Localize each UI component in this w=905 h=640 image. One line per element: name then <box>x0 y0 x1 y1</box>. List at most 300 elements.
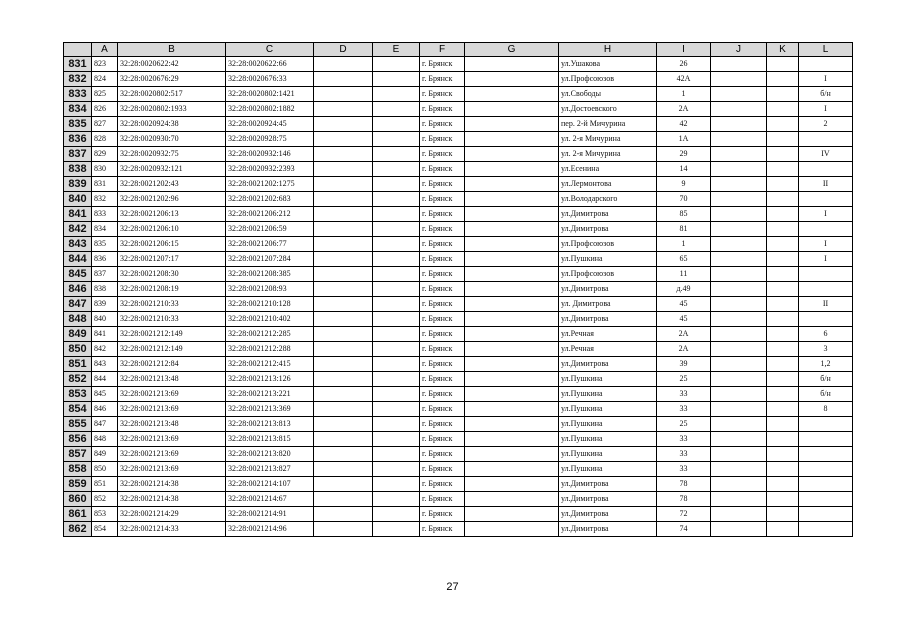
cell-a[interactable]: 842 <box>92 342 118 357</box>
cell-i[interactable]: 78 <box>657 477 711 492</box>
row-number-header[interactable]: 853 <box>64 387 92 402</box>
cell-d[interactable] <box>314 342 373 357</box>
cell-j[interactable] <box>711 177 767 192</box>
cell-a[interactable]: 826 <box>92 102 118 117</box>
cell-f[interactable]: г. Брянск <box>420 312 465 327</box>
cell-g[interactable] <box>465 522 559 537</box>
cell-h[interactable]: ул.Пушкина <box>559 252 657 267</box>
cell-c[interactable]: 32:28:0021208:93 <box>226 282 314 297</box>
cell-e[interactable] <box>373 477 420 492</box>
cell-a[interactable]: 843 <box>92 357 118 372</box>
cell-i[interactable]: 33 <box>657 387 711 402</box>
cell-a[interactable]: 845 <box>92 387 118 402</box>
cell-i[interactable]: 1 <box>657 87 711 102</box>
cell-b[interactable]: 32:28:0020802:1933 <box>118 102 226 117</box>
cell-b[interactable]: 32:28:0021214:33 <box>118 522 226 537</box>
cell-f[interactable]: г. Брянск <box>420 267 465 282</box>
cell-k[interactable] <box>767 372 799 387</box>
cell-d[interactable] <box>314 102 373 117</box>
cell-d[interactable] <box>314 267 373 282</box>
cell-g[interactable] <box>465 237 559 252</box>
cell-h[interactable]: ул.Димитрова <box>559 357 657 372</box>
cell-k[interactable] <box>767 57 799 72</box>
cell-g[interactable] <box>465 267 559 282</box>
cell-h[interactable]: ул.Димитрова <box>559 492 657 507</box>
cell-a[interactable]: 823 <box>92 57 118 72</box>
cell-d[interactable] <box>314 297 373 312</box>
cell-a[interactable]: 854 <box>92 522 118 537</box>
cell-d[interactable] <box>314 162 373 177</box>
cell-c[interactable]: 32:28:0021214:67 <box>226 492 314 507</box>
cell-d[interactable] <box>314 462 373 477</box>
row-number-header[interactable]: 836 <box>64 132 92 147</box>
cell-j[interactable] <box>711 402 767 417</box>
cell-h[interactable]: ул.Володарского <box>559 192 657 207</box>
cell-i[interactable]: 2А <box>657 102 711 117</box>
cell-g[interactable] <box>465 72 559 87</box>
cell-j[interactable] <box>711 132 767 147</box>
cell-k[interactable] <box>767 207 799 222</box>
cell-i[interactable]: 45 <box>657 297 711 312</box>
row-number-header[interactable]: 851 <box>64 357 92 372</box>
cell-i[interactable]: 74 <box>657 522 711 537</box>
cell-c[interactable]: 32:28:0021212:288 <box>226 342 314 357</box>
cell-g[interactable] <box>465 387 559 402</box>
cell-k[interactable] <box>767 387 799 402</box>
cell-l[interactable]: 6 <box>799 327 853 342</box>
cell-h[interactable]: ул.Достоевского <box>559 102 657 117</box>
cell-f[interactable]: г. Брянск <box>420 177 465 192</box>
cell-i[interactable]: 26 <box>657 57 711 72</box>
cell-a[interactable]: 847 <box>92 417 118 432</box>
cell-e[interactable] <box>373 417 420 432</box>
row-number-header[interactable]: 860 <box>64 492 92 507</box>
row-number-header[interactable]: 839 <box>64 177 92 192</box>
cell-d[interactable] <box>314 372 373 387</box>
cell-b[interactable]: 32:28:0021213:69 <box>118 447 226 462</box>
cell-i[interactable]: 70 <box>657 192 711 207</box>
cell-c[interactable]: 32:28:0021206:77 <box>226 237 314 252</box>
row-number-header[interactable]: 850 <box>64 342 92 357</box>
column-header-h[interactable]: H <box>559 43 657 57</box>
column-header-k[interactable]: K <box>767 43 799 57</box>
cell-c[interactable]: 32:28:0021213:827 <box>226 462 314 477</box>
cell-c[interactable]: 32:28:0020802:1882 <box>226 102 314 117</box>
cell-d[interactable] <box>314 177 373 192</box>
cell-d[interactable] <box>314 387 373 402</box>
row-number-header[interactable]: 856 <box>64 432 92 447</box>
cell-g[interactable] <box>465 417 559 432</box>
cell-b[interactable]: 32:28:0020676:29 <box>118 72 226 87</box>
cell-h[interactable]: ул.Речная <box>559 342 657 357</box>
cell-h[interactable]: пер. 2-й Мичурина <box>559 117 657 132</box>
cell-g[interactable] <box>465 162 559 177</box>
cell-k[interactable] <box>767 522 799 537</box>
row-number-header[interactable]: 844 <box>64 252 92 267</box>
cell-d[interactable] <box>314 402 373 417</box>
cell-h[interactable]: ул. 2-я Мичурина <box>559 132 657 147</box>
cell-f[interactable]: г. Брянск <box>420 132 465 147</box>
cell-i[interactable]: 14 <box>657 162 711 177</box>
cell-g[interactable] <box>465 447 559 462</box>
cell-c[interactable]: 32:28:0021212:415 <box>226 357 314 372</box>
cell-j[interactable] <box>711 492 767 507</box>
cell-g[interactable] <box>465 282 559 297</box>
cell-j[interactable] <box>711 117 767 132</box>
cell-a[interactable]: 853 <box>92 507 118 522</box>
cell-l[interactable] <box>799 447 853 462</box>
cell-j[interactable] <box>711 57 767 72</box>
cell-l[interactable] <box>799 522 853 537</box>
row-number-header[interactable]: 833 <box>64 87 92 102</box>
cell-a[interactable]: 837 <box>92 267 118 282</box>
cell-e[interactable] <box>373 462 420 477</box>
cell-k[interactable] <box>767 147 799 162</box>
cell-k[interactable] <box>767 492 799 507</box>
cell-j[interactable] <box>711 372 767 387</box>
cell-f[interactable]: г. Брянск <box>420 357 465 372</box>
corner-cell[interactable] <box>64 43 92 57</box>
cell-k[interactable] <box>767 327 799 342</box>
cell-f[interactable]: г. Брянск <box>420 417 465 432</box>
cell-d[interactable] <box>314 522 373 537</box>
cell-l[interactable]: б/н <box>799 387 853 402</box>
cell-h[interactable]: ул.Димитрова <box>559 312 657 327</box>
cell-g[interactable] <box>465 492 559 507</box>
cell-f[interactable]: г. Брянск <box>420 237 465 252</box>
cell-l[interactable]: б/н <box>799 372 853 387</box>
cell-l[interactable]: I <box>799 72 853 87</box>
cell-f[interactable]: г. Брянск <box>420 72 465 87</box>
cell-g[interactable] <box>465 507 559 522</box>
cell-b[interactable]: 32:28:0021213:69 <box>118 387 226 402</box>
cell-h[interactable]: ул.Димитрова <box>559 207 657 222</box>
cell-e[interactable] <box>373 282 420 297</box>
row-number-header[interactable]: 854 <box>64 402 92 417</box>
cell-e[interactable] <box>373 387 420 402</box>
cell-c[interactable]: 32:28:0020622:66 <box>226 57 314 72</box>
cell-h[interactable]: ул. 2-я Мичурина <box>559 147 657 162</box>
cell-d[interactable] <box>314 447 373 462</box>
cell-h[interactable]: ул.Пушкина <box>559 447 657 462</box>
cell-c[interactable]: 32:28:0021202:1275 <box>226 177 314 192</box>
column-header-c[interactable]: C <box>226 43 314 57</box>
cell-b[interactable]: 32:28:0020930:70 <box>118 132 226 147</box>
cell-f[interactable]: г. Брянск <box>420 387 465 402</box>
row-number-header[interactable]: 843 <box>64 237 92 252</box>
cell-a[interactable]: 824 <box>92 72 118 87</box>
cell-c[interactable]: 32:28:0020928:75 <box>226 132 314 147</box>
row-number-header[interactable]: 846 <box>64 282 92 297</box>
cell-b[interactable]: 32:28:0021213:69 <box>118 462 226 477</box>
cell-l[interactable]: I <box>799 237 853 252</box>
cell-h[interactable]: ул.Есенина <box>559 162 657 177</box>
cell-h[interactable]: ул.Профсоюзов <box>559 237 657 252</box>
cell-h[interactable]: ул.Димитрова <box>559 282 657 297</box>
cell-c[interactable]: 32:28:0021202:683 <box>226 192 314 207</box>
cell-g[interactable] <box>465 297 559 312</box>
cell-g[interactable] <box>465 177 559 192</box>
cell-k[interactable] <box>767 132 799 147</box>
cell-j[interactable] <box>711 312 767 327</box>
cell-b[interactable]: 32:28:0021213:48 <box>118 417 226 432</box>
cell-c[interactable]: 32:28:0021206:59 <box>226 222 314 237</box>
cell-c[interactable]: 32:28:0021210:402 <box>226 312 314 327</box>
cell-c[interactable]: 32:28:0021208:385 <box>226 267 314 282</box>
cell-j[interactable] <box>711 72 767 87</box>
cell-i[interactable]: 2А <box>657 327 711 342</box>
column-header-e[interactable]: E <box>373 43 420 57</box>
cell-l[interactable]: 2 <box>799 117 853 132</box>
cell-b[interactable]: 32:28:0021202:43 <box>118 177 226 192</box>
cell-g[interactable] <box>465 402 559 417</box>
cell-f[interactable]: г. Брянск <box>420 327 465 342</box>
cell-c[interactable]: 32:28:0020924:45 <box>226 117 314 132</box>
cell-k[interactable] <box>767 177 799 192</box>
cell-f[interactable]: г. Брянск <box>420 102 465 117</box>
cell-l[interactable] <box>799 417 853 432</box>
cell-l[interactable]: I <box>799 102 853 117</box>
cell-k[interactable] <box>767 447 799 462</box>
cell-h[interactable]: ул.Пушкина <box>559 372 657 387</box>
cell-j[interactable] <box>711 387 767 402</box>
cell-k[interactable] <box>767 117 799 132</box>
cell-h[interactable]: ул.Профсоюзов <box>559 267 657 282</box>
cell-b[interactable]: 32:28:0021206:15 <box>118 237 226 252</box>
cell-f[interactable]: г. Брянск <box>420 432 465 447</box>
cell-f[interactable]: г. Брянск <box>420 282 465 297</box>
cell-i[interactable]: 85 <box>657 207 711 222</box>
cell-a[interactable]: 844 <box>92 372 118 387</box>
cell-k[interactable] <box>767 252 799 267</box>
row-number-header[interactable]: 855 <box>64 417 92 432</box>
cell-i[interactable]: 1 <box>657 237 711 252</box>
cell-i[interactable]: 29 <box>657 147 711 162</box>
cell-e[interactable] <box>373 447 420 462</box>
cell-h[interactable]: ул.Пушкина <box>559 462 657 477</box>
column-header-g[interactable]: G <box>465 43 559 57</box>
cell-k[interactable] <box>767 297 799 312</box>
cell-d[interactable] <box>314 132 373 147</box>
row-number-header[interactable]: 847 <box>64 297 92 312</box>
row-number-header[interactable]: 859 <box>64 477 92 492</box>
cell-d[interactable] <box>314 477 373 492</box>
cell-b[interactable]: 32:28:0021207:17 <box>118 252 226 267</box>
row-number-header[interactable]: 841 <box>64 207 92 222</box>
cell-k[interactable] <box>767 402 799 417</box>
cell-b[interactable]: 32:28:0021206:10 <box>118 222 226 237</box>
cell-h[interactable]: ул.Пушкина <box>559 387 657 402</box>
row-number-header[interactable]: 838 <box>64 162 92 177</box>
cell-f[interactable]: г. Брянск <box>420 297 465 312</box>
cell-b[interactable]: 32:28:0021214:38 <box>118 477 226 492</box>
cell-f[interactable]: г. Брянск <box>420 492 465 507</box>
cell-k[interactable] <box>767 72 799 87</box>
cell-k[interactable] <box>767 87 799 102</box>
cell-g[interactable] <box>465 57 559 72</box>
cell-g[interactable] <box>465 192 559 207</box>
cell-g[interactable] <box>465 312 559 327</box>
cell-d[interactable] <box>314 327 373 342</box>
cell-h[interactable]: ул.Димитрова <box>559 522 657 537</box>
cell-b[interactable]: 32:28:0021210:33 <box>118 312 226 327</box>
cell-j[interactable] <box>711 87 767 102</box>
cell-j[interactable] <box>711 222 767 237</box>
cell-d[interactable] <box>314 282 373 297</box>
cell-c[interactable]: 32:28:0021213:221 <box>226 387 314 402</box>
cell-b[interactable]: 32:28:0021208:19 <box>118 282 226 297</box>
row-number-header[interactable]: 858 <box>64 462 92 477</box>
cell-l[interactable]: 1,2 <box>799 357 853 372</box>
cell-a[interactable]: 832 <box>92 192 118 207</box>
cell-e[interactable] <box>373 327 420 342</box>
cell-h[interactable]: ул.Пушкина <box>559 402 657 417</box>
cell-l[interactable] <box>799 132 853 147</box>
cell-c[interactable]: 32:28:0021212:285 <box>226 327 314 342</box>
cell-c[interactable]: 32:28:0021214:91 <box>226 507 314 522</box>
row-number-header[interactable]: 835 <box>64 117 92 132</box>
column-header-a[interactable]: A <box>92 43 118 57</box>
cell-d[interactable] <box>314 507 373 522</box>
cell-i[interactable]: 25 <box>657 417 711 432</box>
cell-d[interactable] <box>314 117 373 132</box>
cell-i[interactable]: 33 <box>657 402 711 417</box>
cell-g[interactable] <box>465 222 559 237</box>
cell-a[interactable]: 836 <box>92 252 118 267</box>
cell-j[interactable] <box>711 462 767 477</box>
cell-j[interactable] <box>711 357 767 372</box>
cell-a[interactable]: 829 <box>92 147 118 162</box>
cell-h[interactable]: ул.Пушкина <box>559 417 657 432</box>
cell-d[interactable] <box>314 417 373 432</box>
cell-l[interactable]: IV <box>799 147 853 162</box>
cell-g[interactable] <box>465 327 559 342</box>
cell-l[interactable] <box>799 267 853 282</box>
cell-l[interactable]: II <box>799 297 853 312</box>
cell-d[interactable] <box>314 237 373 252</box>
cell-d[interactable] <box>314 57 373 72</box>
cell-g[interactable] <box>465 372 559 387</box>
column-header-i[interactable]: I <box>657 43 711 57</box>
cell-h[interactable]: ул.Лермонтова <box>559 177 657 192</box>
cell-h[interactable]: ул.Димитрова <box>559 477 657 492</box>
cell-l[interactable] <box>799 462 853 477</box>
cell-l[interactable] <box>799 432 853 447</box>
cell-h[interactable]: ул.Димитрова <box>559 222 657 237</box>
cell-d[interactable] <box>314 312 373 327</box>
cell-l[interactable]: б/н <box>799 87 853 102</box>
cell-b[interactable]: 32:28:0021212:84 <box>118 357 226 372</box>
cell-i[interactable]: 25 <box>657 372 711 387</box>
cell-g[interactable] <box>465 207 559 222</box>
cell-i[interactable]: 72 <box>657 507 711 522</box>
cell-b[interactable]: 32:28:0021212:149 <box>118 342 226 357</box>
cell-l[interactable]: 3 <box>799 342 853 357</box>
cell-d[interactable] <box>314 192 373 207</box>
cell-a[interactable]: 839 <box>92 297 118 312</box>
cell-j[interactable] <box>711 192 767 207</box>
cell-b[interactable]: 32:28:0021213:69 <box>118 402 226 417</box>
cell-f[interactable]: г. Брянск <box>420 342 465 357</box>
cell-i[interactable]: 45 <box>657 312 711 327</box>
cell-i[interactable]: 11 <box>657 267 711 282</box>
cell-a[interactable]: 830 <box>92 162 118 177</box>
cell-e[interactable] <box>373 192 420 207</box>
cell-k[interactable] <box>767 507 799 522</box>
cell-l[interactable]: I <box>799 252 853 267</box>
cell-f[interactable]: г. Брянск <box>420 147 465 162</box>
cell-k[interactable] <box>767 342 799 357</box>
cell-c[interactable]: 32:28:0021214:96 <box>226 522 314 537</box>
cell-f[interactable]: г. Брянск <box>420 402 465 417</box>
cell-j[interactable] <box>711 162 767 177</box>
cell-f[interactable]: г. Брянск <box>420 192 465 207</box>
cell-j[interactable] <box>711 102 767 117</box>
row-number-header[interactable]: 845 <box>64 267 92 282</box>
cell-e[interactable] <box>373 207 420 222</box>
cell-l[interactable] <box>799 282 853 297</box>
cell-j[interactable] <box>711 252 767 267</box>
row-number-header[interactable]: 842 <box>64 222 92 237</box>
cell-b[interactable]: 32:28:0020932:75 <box>118 147 226 162</box>
cell-l[interactable] <box>799 192 853 207</box>
cell-f[interactable]: г. Брянск <box>420 252 465 267</box>
cell-d[interactable] <box>314 72 373 87</box>
cell-g[interactable] <box>465 432 559 447</box>
cell-a[interactable]: 827 <box>92 117 118 132</box>
cell-e[interactable] <box>373 117 420 132</box>
cell-d[interactable] <box>314 432 373 447</box>
cell-b[interactable]: 32:28:0021206:13 <box>118 207 226 222</box>
cell-i[interactable]: 78 <box>657 492 711 507</box>
cell-i[interactable]: 42 <box>657 117 711 132</box>
cell-c[interactable]: 32:28:0021214:107 <box>226 477 314 492</box>
cell-e[interactable] <box>373 432 420 447</box>
cell-a[interactable]: 851 <box>92 477 118 492</box>
row-number-header[interactable]: 834 <box>64 102 92 117</box>
cell-b[interactable]: 32:28:0020802:517 <box>118 87 226 102</box>
cell-c[interactable]: 32:28:0021213:813 <box>226 417 314 432</box>
cell-j[interactable] <box>711 327 767 342</box>
cell-h[interactable]: ул.Пушкина <box>559 432 657 447</box>
cell-k[interactable] <box>767 162 799 177</box>
cell-i[interactable]: 33 <box>657 447 711 462</box>
cell-k[interactable] <box>767 192 799 207</box>
cell-g[interactable] <box>465 132 559 147</box>
cell-e[interactable] <box>373 102 420 117</box>
cell-j[interactable] <box>711 507 767 522</box>
cell-d[interactable] <box>314 147 373 162</box>
cell-i[interactable]: 81 <box>657 222 711 237</box>
cell-j[interactable] <box>711 147 767 162</box>
cell-k[interactable] <box>767 432 799 447</box>
cell-i[interactable]: 42А <box>657 72 711 87</box>
cell-k[interactable] <box>767 462 799 477</box>
cell-g[interactable] <box>465 102 559 117</box>
row-number-header[interactable]: 857 <box>64 447 92 462</box>
cell-c[interactable]: 32:28:0021213:820 <box>226 447 314 462</box>
column-header-j[interactable]: J <box>711 43 767 57</box>
cell-b[interactable]: 32:28:0021214:29 <box>118 507 226 522</box>
cell-g[interactable] <box>465 342 559 357</box>
cell-g[interactable] <box>465 477 559 492</box>
cell-c[interactable]: 32:28:0021207:284 <box>226 252 314 267</box>
cell-f[interactable]: г. Брянск <box>420 117 465 132</box>
cell-i[interactable]: 9 <box>657 177 711 192</box>
cell-d[interactable] <box>314 222 373 237</box>
cell-a[interactable]: 828 <box>92 132 118 147</box>
cell-d[interactable] <box>314 87 373 102</box>
